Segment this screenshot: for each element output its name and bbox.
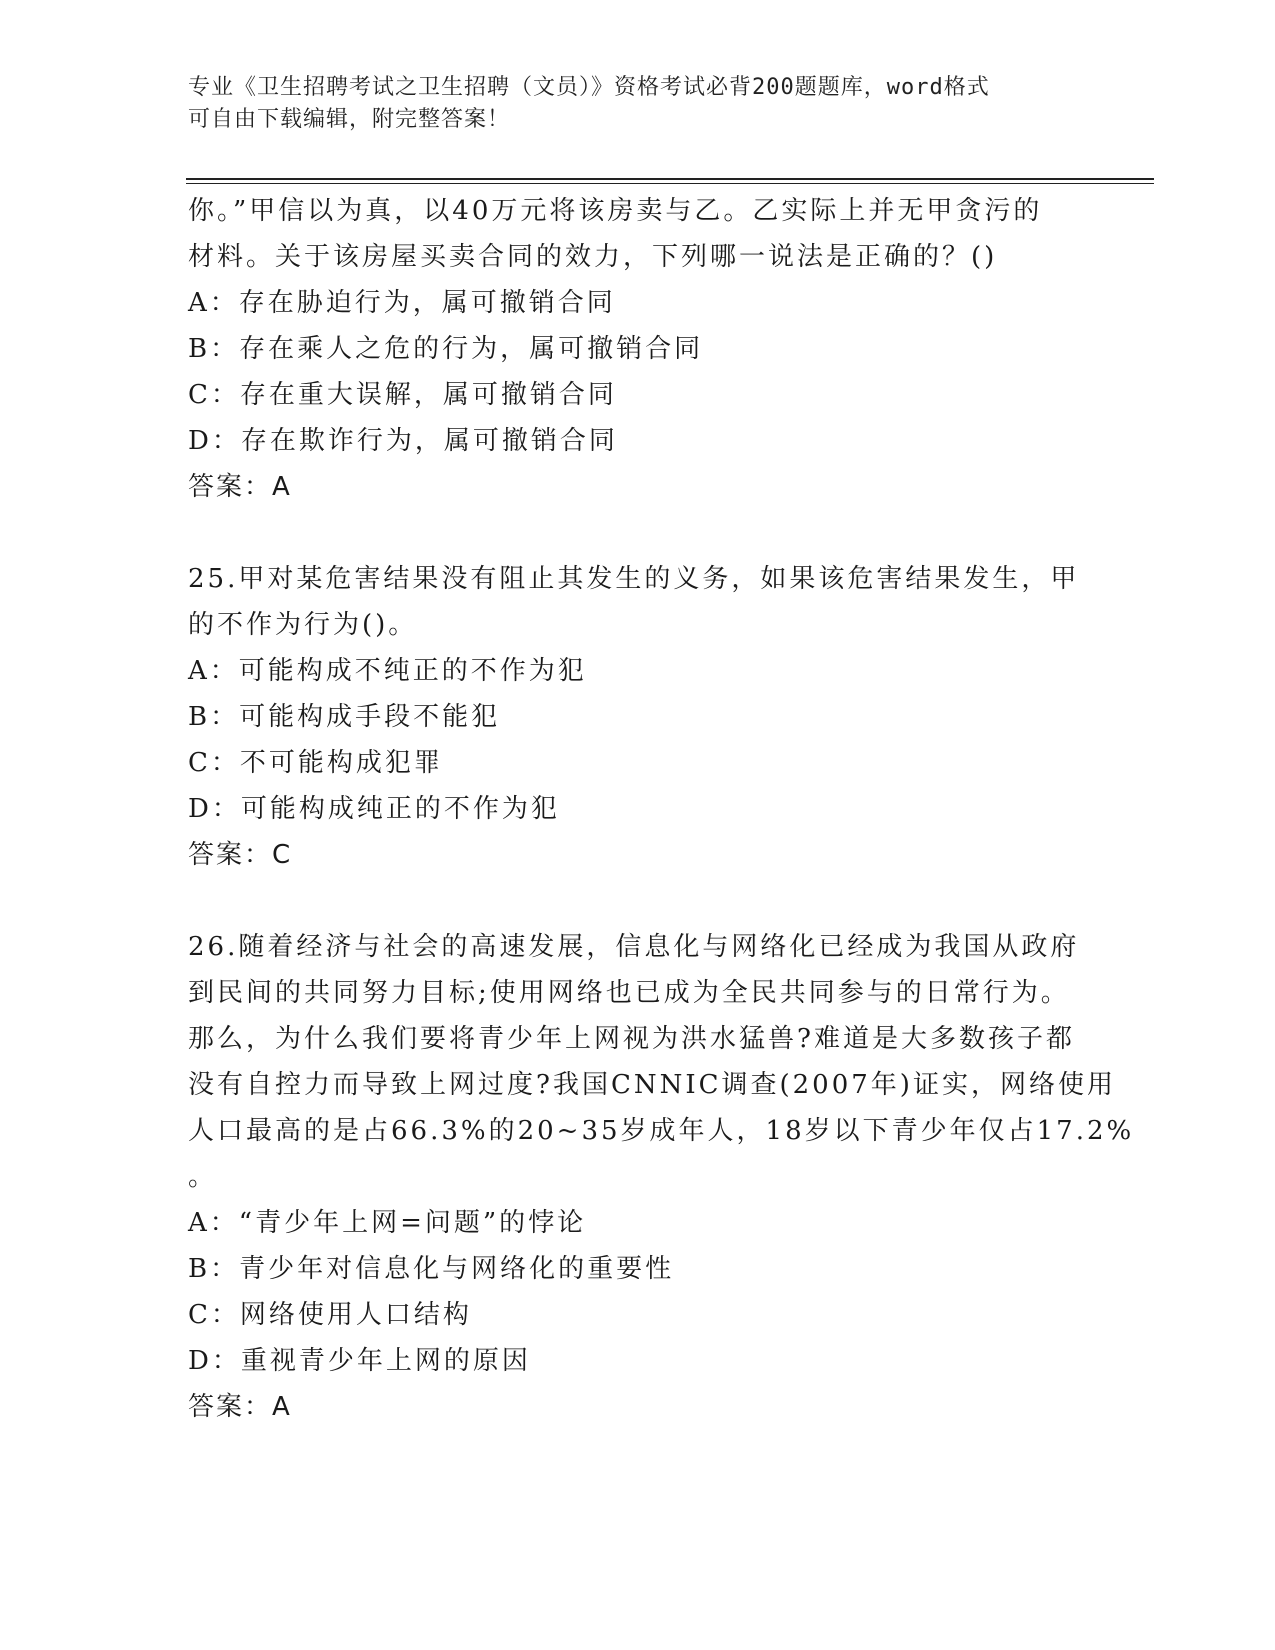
header-title-line-1: 专业《卫生招聘考试之卫生招聘（文员）》资格考试必背200题题库，word格式 <box>188 75 990 100</box>
option-d: D：重视青少年上网的原因 <box>188 1346 531 1376</box>
header-title-line-2: 可自由下载编辑，附完整答案！ <box>188 107 511 132</box>
question-stem-line: 到民间的共同努力目标;使用网络也已成为全民共同参与的日常行为。 <box>188 978 1070 1008</box>
question-stem-line: 没有自控力而导致上网过度?我国CNNIC调查(2007年)证实，网络使用 <box>188 1070 1116 1100</box>
question-stem-line: 人口最高的是占66.3%的20~35岁成年人，18岁以下青少年仅占17.2% <box>188 1116 1135 1146</box>
question-stem-line: 的不作为行为()。 <box>188 610 418 640</box>
question-25 <box>188 556 1088 878</box>
question-spacer <box>188 878 1088 924</box>
option-c: C：不可能构成犯罪 <box>188 748 443 778</box>
answer-line: 答案：A <box>188 1392 292 1422</box>
option-b: B：可能构成手段不能犯 <box>188 702 501 732</box>
answer-line: 答案：C <box>188 840 293 870</box>
option-b: B：存在乘人之危的行为，属可撤销合同 <box>188 334 704 364</box>
option-d: D：存在欺诈行为，属可撤销合同 <box>188 426 618 456</box>
option-c: C：网络使用人口结构 <box>188 1300 472 1330</box>
question-spacer <box>188 510 1088 556</box>
option-a: A：可能构成不纯正的不作为犯 <box>188 656 587 686</box>
question-list <box>188 188 1135 1430</box>
option-a: A：存在胁迫行为，属可撤销合同 <box>188 288 616 318</box>
question-stem-line: 。 <box>188 1162 218 1192</box>
option-b: B：青少年对信息化与网络化的重要性 <box>188 1254 675 1284</box>
option-d: D：可能构成纯正的不作为犯 <box>188 794 560 824</box>
question-stem-line: 26.随着经济与社会的高速发展，信息化与网络化已经成为我国从政府 <box>188 932 1080 962</box>
header-divider <box>186 178 1154 184</box>
question-26 <box>188 924 1135 1430</box>
question-stem-line: 材料。关于该房屋买卖合同的效力，下列哪一说法是正确的？() <box>188 242 998 272</box>
answer-line: 答案：A <box>188 472 292 502</box>
question-stem-line: 你。”甲信以为真，以40万元将该房卖与乙。乙实际上并无甲贪污的 <box>188 196 1043 226</box>
option-c: C：存在重大误解，属可撤销合同 <box>188 380 617 410</box>
question-24 <box>188 188 1088 510</box>
question-stem-line: 25.甲对某危害结果没有阻止其发生的义务，如果该危害结果发生，甲 <box>188 564 1080 594</box>
option-a: A：“青少年上网=问题”的悖论 <box>188 1208 587 1238</box>
question-stem-line: 那么，为什么我们要将青少年上网视为洪水猛兽?难道是大多数孩子都 <box>188 1024 1075 1054</box>
document-header <box>188 72 1068 136</box>
